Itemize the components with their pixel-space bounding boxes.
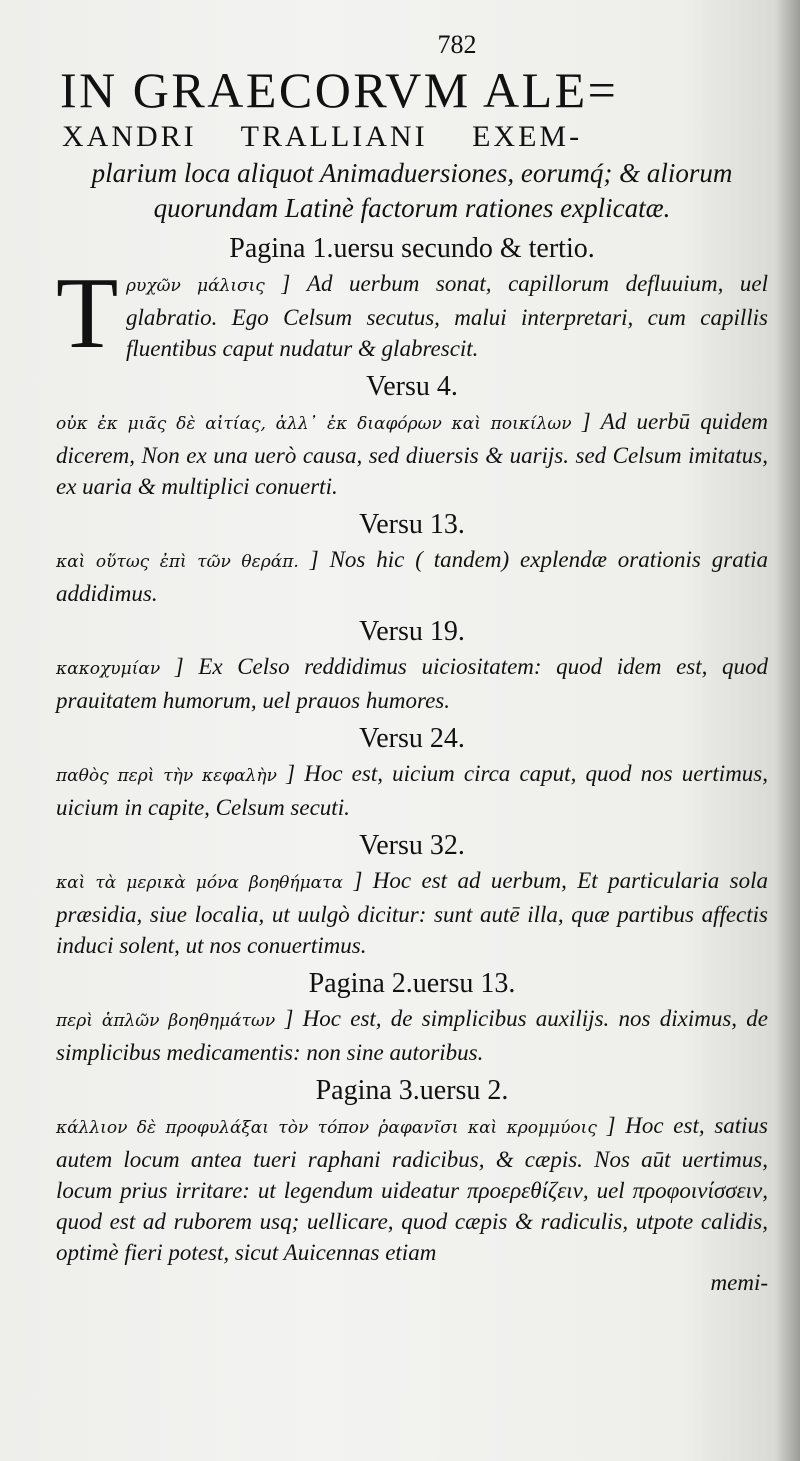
greek-lemma: καὶ οὕτως ἐπὶ τῶν θεράπ.: [56, 552, 299, 572]
commentary-text: ] Ad uerbum sonat, capillorum defluuium, uel glabratio. Ego Celsum secutus, malui interpretari, cum capillis fluentibus caput nudatur & glabrescit.: [126, 271, 768, 361]
section-paragraph: [56, 406, 768, 502]
section-paragraph: [56, 651, 768, 716]
section-paragraph: [56, 1003, 768, 1068]
section-heading: Pagina 1.uersu secundo & tertio.: [229, 233, 595, 264]
commentary-text: ] Hoc est ad uerbum, Et particularia sola præsidia, siue localia, ut uulgò dicitur: sunt autē illa, quæ partibus affectis induci solent, ut nos conuertimus.: [56, 868, 769, 958]
greek-lemma: κακοχυμίαν: [56, 659, 161, 679]
page-edge-shadow: [774, 0, 800, 1461]
page-content: [56, 30, 768, 1298]
section-paragraph: [56, 544, 768, 609]
commentary-text: ] Ad uerbū quidem dicerem, Non ex una uerò causa, sed diuersis & uarijs. sed Celsum imitatus, ex uaria & multiplici conuerti.: [56, 409, 769, 499]
section-heading: Versu 4.: [366, 371, 458, 402]
drop-cap: T: [56, 257, 119, 370]
title-line-1: IN GRAECORVM ALE=: [60, 62, 619, 118]
greek-lemma: περὶ ἁπλῶν βοηθημάτων: [56, 1011, 276, 1031]
commentary-text: ] Ex Celso reddidimus uiciositatem: quod idem est, quod prauitatem humorum, uel prauos humores.: [56, 654, 768, 713]
greek-lemma: ρυχῶν μάλισις: [126, 276, 265, 296]
commentary-text: ] Hoc est, satius autem locum antea tueri raphani radicibus, & cæpis. Nos aūt uertimus, locum prius irritare: ut legendum uideatur προερεθίζειν, uel προφοινίσσειν, quod est ad ruborem usq; uellicare, quod cæpis & radiculis, utpote calidis, optimè fieri potest, sicut Auicennas etiam: [56, 1113, 769, 1265]
section-heading: Versu 24.: [359, 723, 465, 754]
commentary-text: ] Nos hic ( tandem) explendæ orationis gratia addidimus.: [56, 547, 768, 606]
commentary-text: ] Hoc est, uicium circa caput, quod nos uertimus, uicium in capite, Celsum secuti.: [56, 761, 769, 820]
section-heading: Pagina 3.uersu 2.: [315, 1075, 509, 1106]
subtitle: plarium loca aliquot Animaduersiones, eorumq́; & aliorum quorundam Latinè factorum rationes explicatæ.: [91, 158, 733, 223]
greek-lemma: καὶ τὰ μερικὰ μόνα βοηθήματα: [56, 873, 344, 893]
section-heading: Versu 32.: [359, 830, 465, 861]
section-paragraph: [56, 257, 768, 370]
section-paragraph: [56, 1110, 768, 1268]
section-paragraph: [56, 758, 768, 823]
greek-lemma: οὐκ ἐκ μιᾶς δὲ αἰτίας, ἀλλ᾽ ἐκ διαφόρων καὶ ποικίλων: [56, 414, 572, 434]
section-paragraph: [56, 865, 768, 961]
greek-lemma: κάλλιον δὲ προφυλάξαι τὸν τόπον ῥαφανῖσι καὶ κρομμύοις: [56, 1118, 597, 1138]
section-heading: Pagina 2.uersu 13.: [308, 968, 516, 999]
commentary-text: ] Hoc est, de simplicibus auxilijs. nos diximus, de simplicibus medicamentis: non sine autoribus.: [56, 1006, 768, 1065]
catchword: memi-: [710, 1270, 768, 1295]
page-number: 782: [437, 30, 477, 59]
greek-lemma: παθὸς περὶ τὴν κεφαλὴν: [56, 766, 277, 786]
section-heading: Versu 19.: [359, 616, 465, 647]
section-heading: Versu 13.: [359, 509, 465, 540]
title-line-2: XANDRI TRALLIANI EXEM-: [62, 120, 583, 153]
